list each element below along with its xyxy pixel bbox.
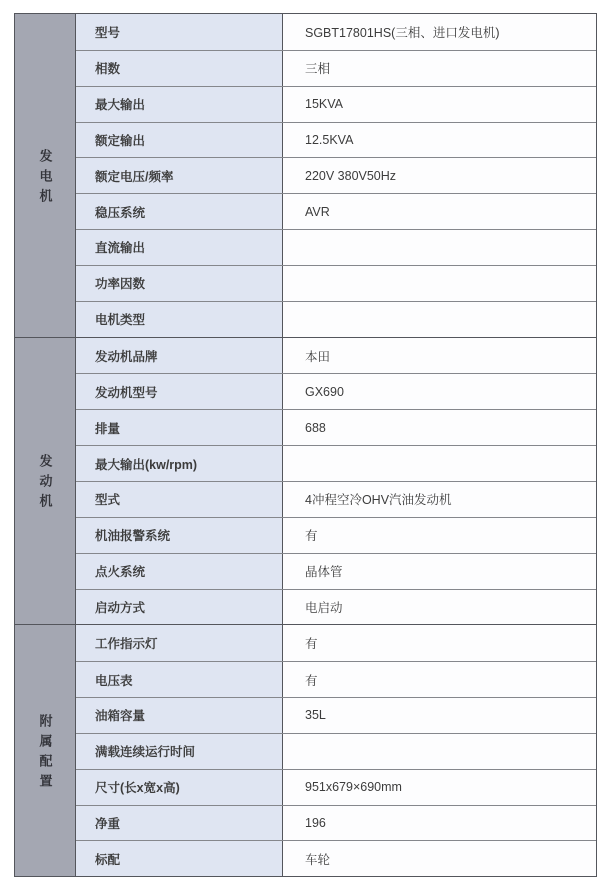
- spec-label: 最大输出(kw/rpm): [76, 446, 283, 481]
- spec-value: 15KVA: [283, 87, 596, 122]
- spec-label: 稳压系统: [76, 194, 283, 229]
- spec-value: 12.5KVA: [283, 123, 596, 158]
- spec-value: 4冲程空冷OHV汽油发动机: [283, 482, 596, 517]
- section-rows: [76, 625, 596, 876]
- spec-value: 晶体管: [283, 554, 596, 589]
- spec-label: 型号: [76, 14, 283, 50]
- spec-label: 功率因数: [76, 266, 283, 301]
- spec-label: 最大输出: [76, 87, 283, 122]
- spec-row: [76, 373, 596, 409]
- spec-table: [14, 13, 597, 877]
- spec-label: 直流输出: [76, 230, 283, 265]
- spec-value: 有: [283, 662, 596, 697]
- spec-row: [76, 229, 596, 265]
- spec-label: 点火系统: [76, 554, 283, 589]
- spec-row: [76, 122, 596, 158]
- spec-row: [76, 553, 596, 589]
- section-title: 附属配置: [37, 714, 53, 795]
- spec-label: 满载连续运行时间: [76, 734, 283, 769]
- spec-row: [76, 445, 596, 481]
- spec-value: [283, 230, 596, 265]
- section-generator: [15, 14, 596, 337]
- spec-label: 净重: [76, 806, 283, 841]
- spec-value: [283, 266, 596, 301]
- spec-value: 三相: [283, 51, 596, 86]
- spec-row: [76, 265, 596, 301]
- spec-row: [76, 14, 596, 50]
- spec-label: 相数: [76, 51, 283, 86]
- spec-row: [76, 301, 596, 337]
- spec-label: 额定电压/频率: [76, 158, 283, 193]
- spec-row: [76, 409, 596, 445]
- spec-row: [76, 86, 596, 122]
- spec-row: [76, 589, 596, 625]
- spec-value: 196: [283, 806, 596, 841]
- spec-label: 尺寸(长x宽x高): [76, 770, 283, 805]
- spec-label: 发动机型号: [76, 374, 283, 409]
- spec-value: 220V 380V50Hz: [283, 158, 596, 193]
- spec-value: 电启动: [283, 590, 596, 625]
- spec-label: 机油报警系统: [76, 518, 283, 553]
- spec-row: [76, 193, 596, 229]
- spec-value: 35L: [283, 698, 596, 733]
- section-rows: [76, 14, 596, 337]
- spec-row: [76, 697, 596, 733]
- spec-row: [76, 481, 596, 517]
- section-header-cell: [15, 338, 76, 625]
- spec-label: 排量: [76, 410, 283, 445]
- spec-value: GX690: [283, 374, 596, 409]
- spec-value: AVR: [283, 194, 596, 229]
- spec-label: 油箱容量: [76, 698, 283, 733]
- section-engine: [15, 337, 596, 625]
- spec-row: [76, 733, 596, 769]
- spec-value: 951x679×690mm: [283, 770, 596, 805]
- spec-value: 有: [283, 518, 596, 553]
- spec-value: 车轮: [283, 841, 596, 876]
- spec-row: [76, 769, 596, 805]
- spec-row: [76, 157, 596, 193]
- spec-label: 电压表: [76, 662, 283, 697]
- section-title: 发电机: [37, 148, 53, 209]
- section-header-cell: [15, 14, 76, 337]
- spec-value: 有: [283, 625, 596, 661]
- spec-row: [76, 625, 596, 661]
- spec-value: [283, 446, 596, 481]
- spec-label: 型式: [76, 482, 283, 517]
- spec-label: 启动方式: [76, 590, 283, 625]
- spec-label: 额定输出: [76, 123, 283, 158]
- spec-label: 发动机品牌: [76, 338, 283, 374]
- section-accessories: [15, 624, 596, 876]
- spec-row: [76, 840, 596, 876]
- spec-row: [76, 338, 596, 374]
- spec-value: 688: [283, 410, 596, 445]
- spec-label: 工作指示灯: [76, 625, 283, 661]
- spec-value: 本田: [283, 338, 596, 374]
- spec-value: [283, 734, 596, 769]
- spec-label: 电机类型: [76, 302, 283, 337]
- spec-value: SGBT17801HS(三相、进口发电机): [283, 14, 596, 50]
- spec-row: [76, 805, 596, 841]
- section-title: 发动机: [37, 454, 53, 515]
- spec-value: [283, 302, 596, 337]
- section-header-cell: [15, 625, 76, 876]
- spec-label: 标配: [76, 841, 283, 876]
- section-rows: [76, 338, 596, 625]
- spec-row: [76, 661, 596, 697]
- spec-row: [76, 517, 596, 553]
- spec-row: [76, 50, 596, 86]
